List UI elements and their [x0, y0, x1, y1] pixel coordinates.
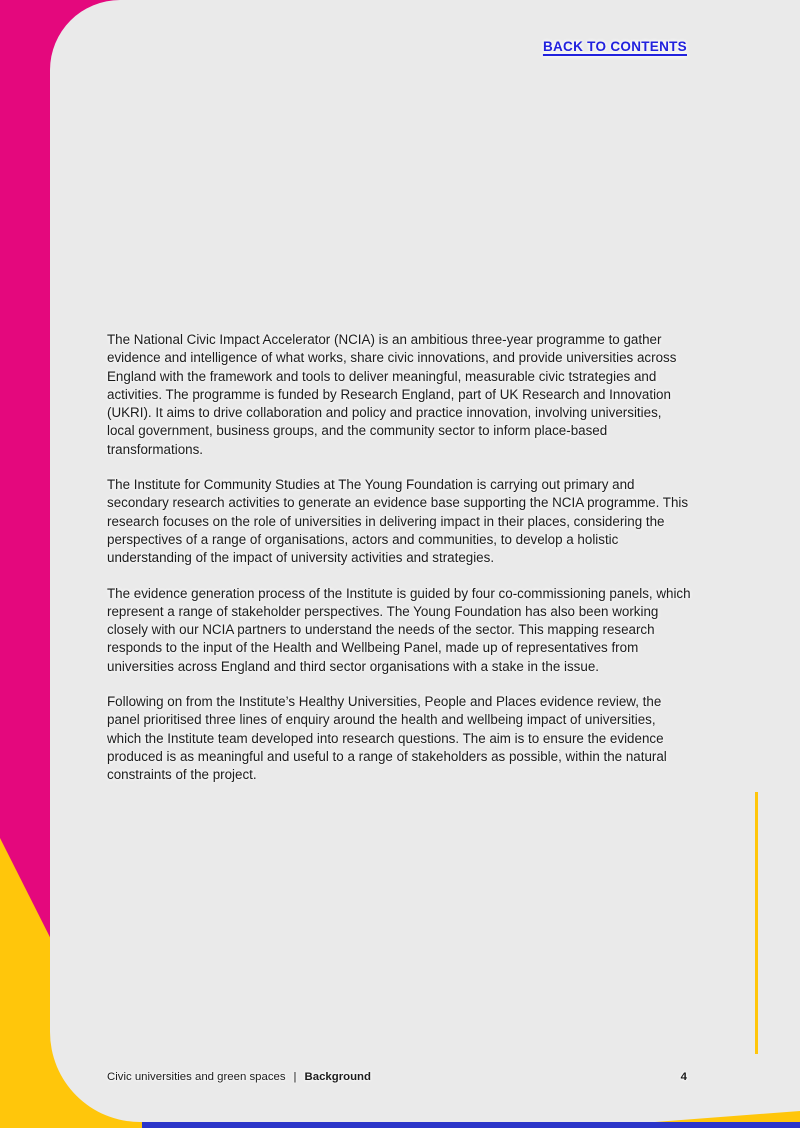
footer-doc-title: Civic universities and green spaces: [107, 1071, 286, 1083]
yellow-accent-line: [755, 792, 758, 1054]
footer-separator: |: [293, 1071, 297, 1083]
body-text: [107, 331, 691, 802]
page-number: 4: [680, 1071, 687, 1083]
footer-section-label: Background: [304, 1071, 371, 1083]
paragraph-1: The National Civic Impact Accelerator (NCIA) is an ambitious three-year programme to gather evidence and intelligence of what works, share civic innovations, and provide universities across England with the framework and tools to deliver meaningful, measurable civic tstrategies and activities. The programme is funded by Research England, part of UK Research and Innovation (UKRI). It aims to drive collaboration and policy and practice innovation, involving universities, local government, business groups, and the community sector to inform place-based transformations.: [107, 332, 677, 457]
paragraph-2: The Institute for Community Studies at The Young Foundation is carrying out primary and secondary research activities to generate an evidence base supporting the NCIA programme. This research focuses on the role of universities in delivering impact in their places, considering the perspectives of a range of organisations, actors and communities, to develop a holistic understanding of the impact of university activities and strategies.: [107, 477, 689, 566]
back-to-contents-link[interactable]: BACK TO CONTENTS: [542, 39, 687, 54]
paragraph-4: Following on from the Institute’s Healthy Universities, People and Places evidence review, the panel prioritised three lines of enquiry around the health and wellbeing impact of universities, which the Institute team developed into research questions. The aim is to ensure the evidence produced is as meaningful and useful to a range of stakeholders as possible, within the natural constraints of the project.: [107, 694, 667, 783]
paragraph-3: The evidence generation process of the Institute is guided by four co-commissioning panels, which represent a range of stakeholder perspectives. The Young Foundation has also been working closely with our NCIA partners to understand the needs of the sector. This mapping research responds to the input of the Health and Wellbeing Panel, made up of representatives from universities across England and third sector organisations with a stake in the issue.: [107, 585, 691, 674]
page-footer: [107, 1071, 687, 1083]
